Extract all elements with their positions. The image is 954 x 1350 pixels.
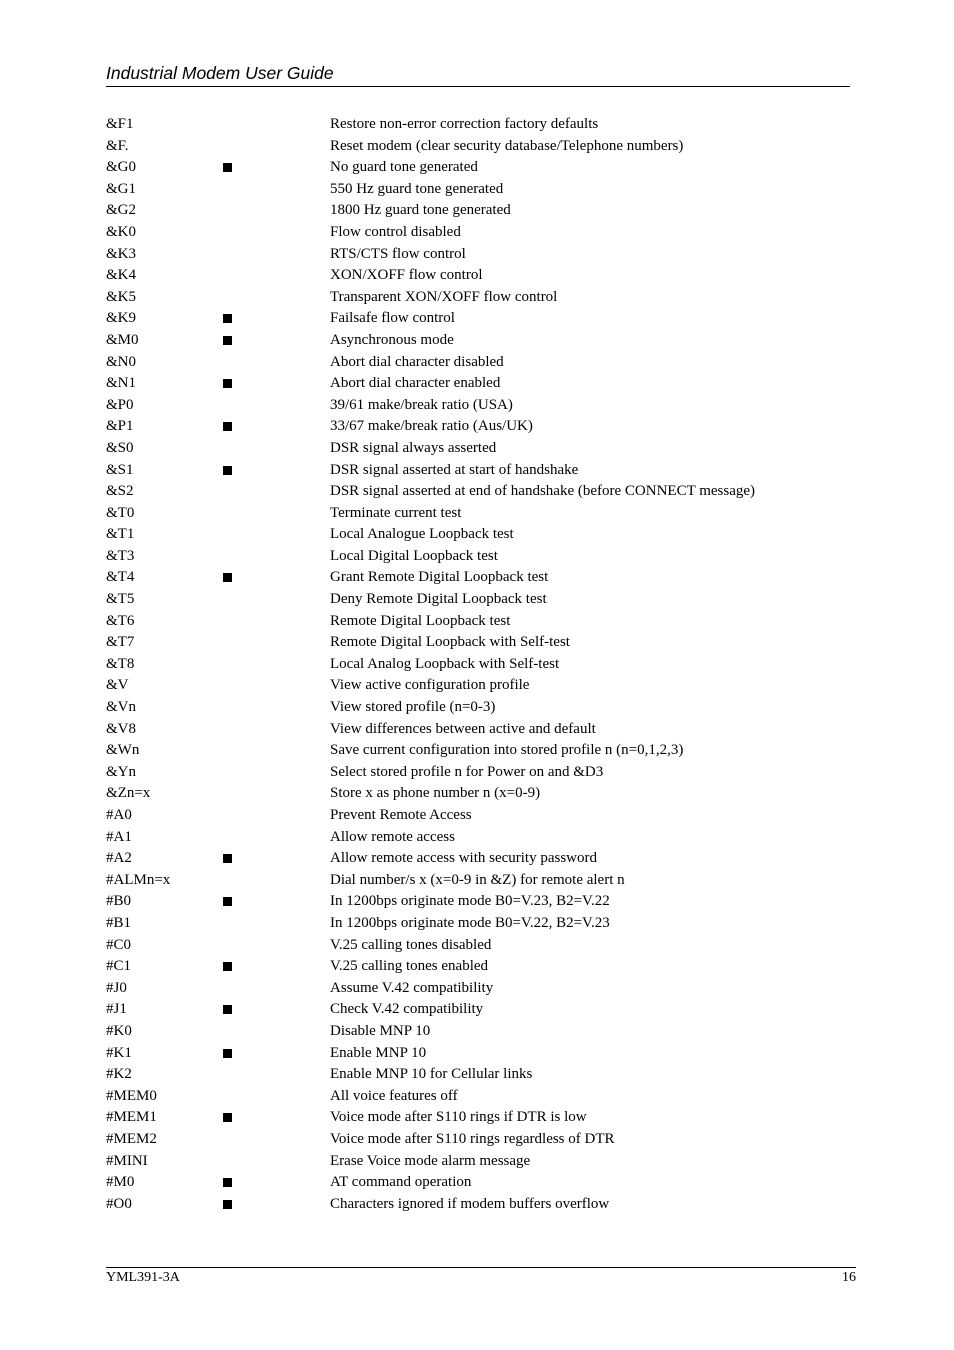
command-code: &T4 bbox=[106, 569, 135, 586]
command-code: &G2 bbox=[106, 202, 136, 219]
command-description: Transparent XON/XOFF flow control bbox=[330, 288, 558, 305]
command-code: &Yn bbox=[106, 763, 136, 780]
command-description: Dial number/s x (x=0-9 in &Z) for remote alert n bbox=[330, 871, 625, 888]
command-description: Assume V.42 compatibility bbox=[330, 979, 494, 996]
table-row bbox=[106, 978, 850, 1000]
command-code: &N1 bbox=[106, 375, 136, 392]
default-marker-empty bbox=[223, 725, 232, 734]
command-description: Remote Digital Loopback test bbox=[330, 612, 511, 629]
command-code: &S2 bbox=[106, 483, 134, 500]
default-marker-icon bbox=[223, 314, 232, 323]
command-code: &T1 bbox=[106, 526, 135, 543]
table-row bbox=[106, 697, 850, 719]
command-description: V.25 calling tones disabled bbox=[330, 936, 492, 953]
command-description: AT command operation bbox=[330, 1174, 472, 1191]
command-code: &F. bbox=[106, 137, 129, 154]
table-row bbox=[106, 265, 850, 287]
command-description: In 1200bps originate mode B0=V.23, B2=V.22 bbox=[330, 893, 610, 910]
command-code: &M0 bbox=[106, 331, 139, 348]
table-row bbox=[106, 589, 850, 611]
command-description: Remote Digital Loopback with Self-test bbox=[330, 634, 570, 651]
table-row bbox=[106, 762, 850, 784]
command-code: #A2 bbox=[106, 850, 132, 867]
table-row bbox=[106, 546, 850, 568]
default-marker-empty bbox=[223, 228, 232, 237]
default-marker-empty bbox=[223, 833, 232, 842]
command-description: View active configuration profile bbox=[330, 677, 530, 694]
table-row bbox=[106, 567, 850, 589]
table-row bbox=[106, 524, 850, 546]
table-row bbox=[106, 740, 850, 762]
default-marker-icon bbox=[223, 897, 232, 906]
table-row bbox=[106, 935, 850, 957]
command-code: #M0 bbox=[106, 1174, 135, 1191]
command-code: #C0 bbox=[106, 936, 132, 953]
default-marker-empty bbox=[223, 271, 232, 280]
command-description: Failsafe flow control bbox=[330, 310, 455, 327]
table-row bbox=[106, 891, 850, 913]
command-code: #J1 bbox=[106, 1001, 127, 1018]
command-description: DSR signal asserted at end of handshake (before CONNECT message) bbox=[330, 483, 756, 500]
command-description: Restore non-error correction factory defaults bbox=[330, 116, 599, 132]
command-description: Voice mode after S110 rings regardless of DTR bbox=[330, 1130, 615, 1147]
default-marker-empty bbox=[223, 185, 232, 194]
command-code: &K0 bbox=[106, 223, 136, 240]
table-row bbox=[106, 1021, 850, 1043]
command-description: Abort dial character disabled bbox=[330, 353, 504, 370]
command-description: RTS/CTS flow control bbox=[330, 245, 466, 262]
table-row bbox=[106, 719, 850, 741]
command-code: #MEM2 bbox=[106, 1130, 157, 1147]
command-description: View stored profile (n=0-3) bbox=[330, 699, 496, 716]
table-row bbox=[106, 416, 850, 438]
default-marker-icon bbox=[223, 962, 232, 971]
command-code: &Zn=x bbox=[106, 785, 151, 802]
command-description: Store x as phone number n (x=0-9) bbox=[330, 785, 541, 802]
command-description: Select stored profile n for Power on and &D3 bbox=[330, 763, 604, 780]
command-description: Asynchronous mode bbox=[330, 331, 454, 348]
default-marker-empty bbox=[223, 206, 232, 215]
table-row bbox=[106, 611, 850, 633]
command-code: #K0 bbox=[106, 1022, 132, 1039]
page-number: 16 bbox=[842, 1270, 856, 1285]
command-description: Save current configuration into stored profile n (n=0,1,2,3) bbox=[330, 742, 684, 759]
command-code: &S1 bbox=[106, 461, 134, 478]
table-row bbox=[106, 913, 850, 935]
command-description: 1800 Hz guard tone generated bbox=[330, 202, 511, 219]
command-description: Enable MNP 10 for Cellular links bbox=[330, 1066, 533, 1083]
table-row bbox=[106, 222, 850, 244]
command-description: Voice mode after S110 rings if DTR is low bbox=[330, 1109, 587, 1126]
command-code: #MEM0 bbox=[106, 1087, 157, 1104]
command-description: View differences between active and default bbox=[330, 720, 596, 737]
command-code: #ALMn=x bbox=[106, 871, 171, 888]
command-code: &T6 bbox=[106, 612, 135, 629]
table-row bbox=[106, 999, 850, 1021]
default-marker-empty bbox=[223, 1135, 232, 1144]
command-description: Flow control disabled bbox=[330, 223, 461, 240]
default-marker-empty bbox=[223, 595, 232, 604]
default-marker-empty bbox=[223, 530, 232, 539]
table-row bbox=[106, 114, 850, 136]
command-description: Terminate current test bbox=[330, 504, 462, 521]
command-description: Erase Voice mode alarm message bbox=[330, 1152, 531, 1169]
default-marker-icon bbox=[223, 1200, 232, 1209]
default-marker-empty bbox=[223, 768, 232, 777]
table-row bbox=[106, 1086, 850, 1108]
document-title: Industrial Modem User Guide bbox=[106, 63, 334, 83]
command-description: No guard tone generated bbox=[330, 159, 478, 176]
command-code: #K1 bbox=[106, 1044, 132, 1061]
default-marker-icon bbox=[223, 1178, 232, 1187]
table-row bbox=[106, 136, 850, 158]
command-code: #MEM1 bbox=[106, 1109, 157, 1126]
table-row bbox=[106, 1172, 850, 1194]
table-row bbox=[106, 654, 850, 676]
default-marker-icon bbox=[223, 854, 232, 863]
default-marker-empty bbox=[223, 919, 232, 928]
command-code: #O0 bbox=[106, 1195, 132, 1212]
table-row bbox=[106, 308, 850, 330]
table-row bbox=[106, 1129, 850, 1151]
command-code: &T3 bbox=[106, 547, 135, 564]
default-marker-empty bbox=[223, 811, 232, 820]
command-code: &N0 bbox=[106, 353, 136, 370]
default-marker-empty bbox=[223, 293, 232, 302]
table-row bbox=[106, 481, 850, 503]
command-code: #A0 bbox=[106, 807, 132, 823]
default-marker-empty bbox=[223, 358, 232, 367]
default-marker-empty bbox=[223, 941, 232, 950]
command-code: #B0 bbox=[106, 893, 132, 910]
page-header bbox=[106, 62, 850, 87]
command-description: Allow remote access with security password bbox=[330, 850, 598, 867]
command-description: Reset modem (clear security database/Telephone numbers) bbox=[330, 137, 684, 154]
table-row bbox=[106, 352, 850, 374]
command-code: #B1 bbox=[106, 914, 132, 931]
command-description: Check V.42 compatibility bbox=[330, 1001, 484, 1018]
default-marker-empty bbox=[223, 617, 232, 626]
table-row bbox=[106, 1064, 850, 1086]
table-row bbox=[106, 373, 850, 395]
table-row bbox=[106, 157, 850, 179]
default-marker-empty bbox=[223, 984, 232, 993]
command-code: &G1 bbox=[106, 180, 136, 197]
default-marker-empty bbox=[223, 142, 232, 151]
default-marker-empty bbox=[223, 703, 232, 712]
command-code: &T5 bbox=[106, 591, 135, 608]
command-code: #J0 bbox=[106, 979, 127, 996]
default-marker-empty bbox=[223, 401, 232, 410]
default-marker-empty bbox=[223, 1092, 232, 1101]
table-row bbox=[106, 827, 850, 849]
default-marker-empty bbox=[223, 552, 232, 561]
command-description: Grant Remote Digital Loopback test bbox=[330, 569, 549, 586]
table-row bbox=[106, 330, 850, 352]
command-description: Disable MNP 10 bbox=[330, 1022, 431, 1039]
command-code: #C1 bbox=[106, 958, 132, 975]
command-description: 39/61 make/break ratio (USA) bbox=[330, 396, 513, 413]
command-code: &T8 bbox=[106, 655, 135, 672]
command-code: &K9 bbox=[106, 310, 136, 327]
default-marker-empty bbox=[223, 681, 232, 690]
command-table bbox=[106, 114, 850, 1215]
command-description: V.25 calling tones enabled bbox=[330, 958, 489, 975]
command-code: &V bbox=[106, 677, 129, 694]
command-description: All voice features off bbox=[330, 1087, 458, 1104]
default-marker-empty bbox=[223, 1070, 232, 1079]
table-row bbox=[106, 1151, 850, 1173]
table-row bbox=[106, 460, 850, 482]
table-row bbox=[106, 287, 850, 309]
command-code: #K2 bbox=[106, 1066, 132, 1083]
command-description: Characters ignored if modem buffers overflow bbox=[330, 1195, 610, 1212]
default-marker-empty bbox=[223, 1157, 232, 1166]
command-description: Local Digital Loopback test bbox=[330, 547, 498, 564]
table-row bbox=[106, 179, 850, 201]
table-row bbox=[106, 675, 850, 697]
command-description: Prevent Remote Access bbox=[330, 807, 472, 823]
command-description: DSR signal always asserted bbox=[330, 439, 497, 456]
default-marker-empty bbox=[223, 660, 232, 669]
table-row bbox=[106, 870, 850, 892]
table-row bbox=[106, 1107, 850, 1129]
default-marker-empty bbox=[223, 250, 232, 259]
default-marker-icon bbox=[223, 422, 232, 431]
command-code: #A1 bbox=[106, 828, 132, 845]
table-row bbox=[106, 848, 850, 870]
command-code: #MINI bbox=[106, 1152, 148, 1169]
table-row bbox=[106, 783, 850, 805]
default-marker-empty bbox=[223, 789, 232, 798]
default-marker-empty bbox=[223, 444, 232, 453]
default-marker-empty bbox=[223, 638, 232, 647]
table-row bbox=[106, 1194, 850, 1216]
command-description: 33/67 make/break ratio (Aus/UK) bbox=[330, 418, 533, 435]
default-marker-empty bbox=[223, 509, 232, 518]
default-marker-empty bbox=[223, 746, 232, 755]
command-description: Allow remote access bbox=[330, 828, 455, 845]
command-description: Enable MNP 10 bbox=[330, 1044, 427, 1061]
command-code: &K5 bbox=[106, 288, 136, 305]
command-description: DSR signal asserted at start of handshake bbox=[330, 461, 579, 478]
command-description: Local Analog Loopback with Self-test bbox=[330, 655, 560, 672]
default-marker-empty bbox=[223, 487, 232, 496]
command-description: XON/XOFF flow control bbox=[330, 267, 483, 284]
document-code: YML391-3A bbox=[106, 1270, 180, 1285]
table-row bbox=[106, 503, 850, 525]
default-marker-empty bbox=[223, 876, 232, 885]
command-description: Local Analogue Loopback test bbox=[330, 526, 514, 543]
command-code: &K3 bbox=[106, 245, 136, 262]
command-code: &P1 bbox=[106, 418, 134, 435]
command-code: &T0 bbox=[106, 504, 135, 521]
default-marker-icon bbox=[223, 573, 232, 582]
table-row bbox=[106, 632, 850, 654]
command-description: 550 Hz guard tone generated bbox=[330, 180, 504, 197]
default-marker-empty bbox=[223, 120, 232, 129]
table-row bbox=[106, 200, 850, 222]
command-code: &K4 bbox=[106, 267, 136, 284]
command-code: &S0 bbox=[106, 439, 134, 456]
table-row bbox=[106, 395, 850, 417]
default-marker-icon bbox=[223, 163, 232, 172]
default-marker-icon bbox=[223, 1113, 232, 1122]
command-code: &Wn bbox=[106, 742, 140, 759]
default-marker-empty bbox=[223, 1027, 232, 1036]
command-code: &Vn bbox=[106, 699, 136, 716]
command-code: &V8 bbox=[106, 720, 136, 737]
command-code: &G0 bbox=[106, 159, 136, 176]
command-description: Deny Remote Digital Loopback test bbox=[330, 591, 547, 608]
page-footer bbox=[106, 1267, 856, 1290]
table-row bbox=[106, 956, 850, 978]
default-marker-icon bbox=[223, 466, 232, 475]
table-row bbox=[106, 1043, 850, 1065]
table-row bbox=[106, 805, 850, 827]
command-code: &P0 bbox=[106, 396, 134, 413]
table-row bbox=[106, 438, 850, 460]
default-marker-icon bbox=[223, 1049, 232, 1058]
command-code: &T7 bbox=[106, 634, 135, 651]
command-description: In 1200bps originate mode B0=V.22, B2=V.23 bbox=[330, 914, 610, 931]
command-code: &F1 bbox=[106, 116, 134, 132]
command-description: Abort dial character enabled bbox=[330, 375, 501, 392]
table-row bbox=[106, 244, 850, 266]
default-marker-icon bbox=[223, 379, 232, 388]
default-marker-icon bbox=[223, 336, 232, 345]
default-marker-icon bbox=[223, 1005, 232, 1014]
